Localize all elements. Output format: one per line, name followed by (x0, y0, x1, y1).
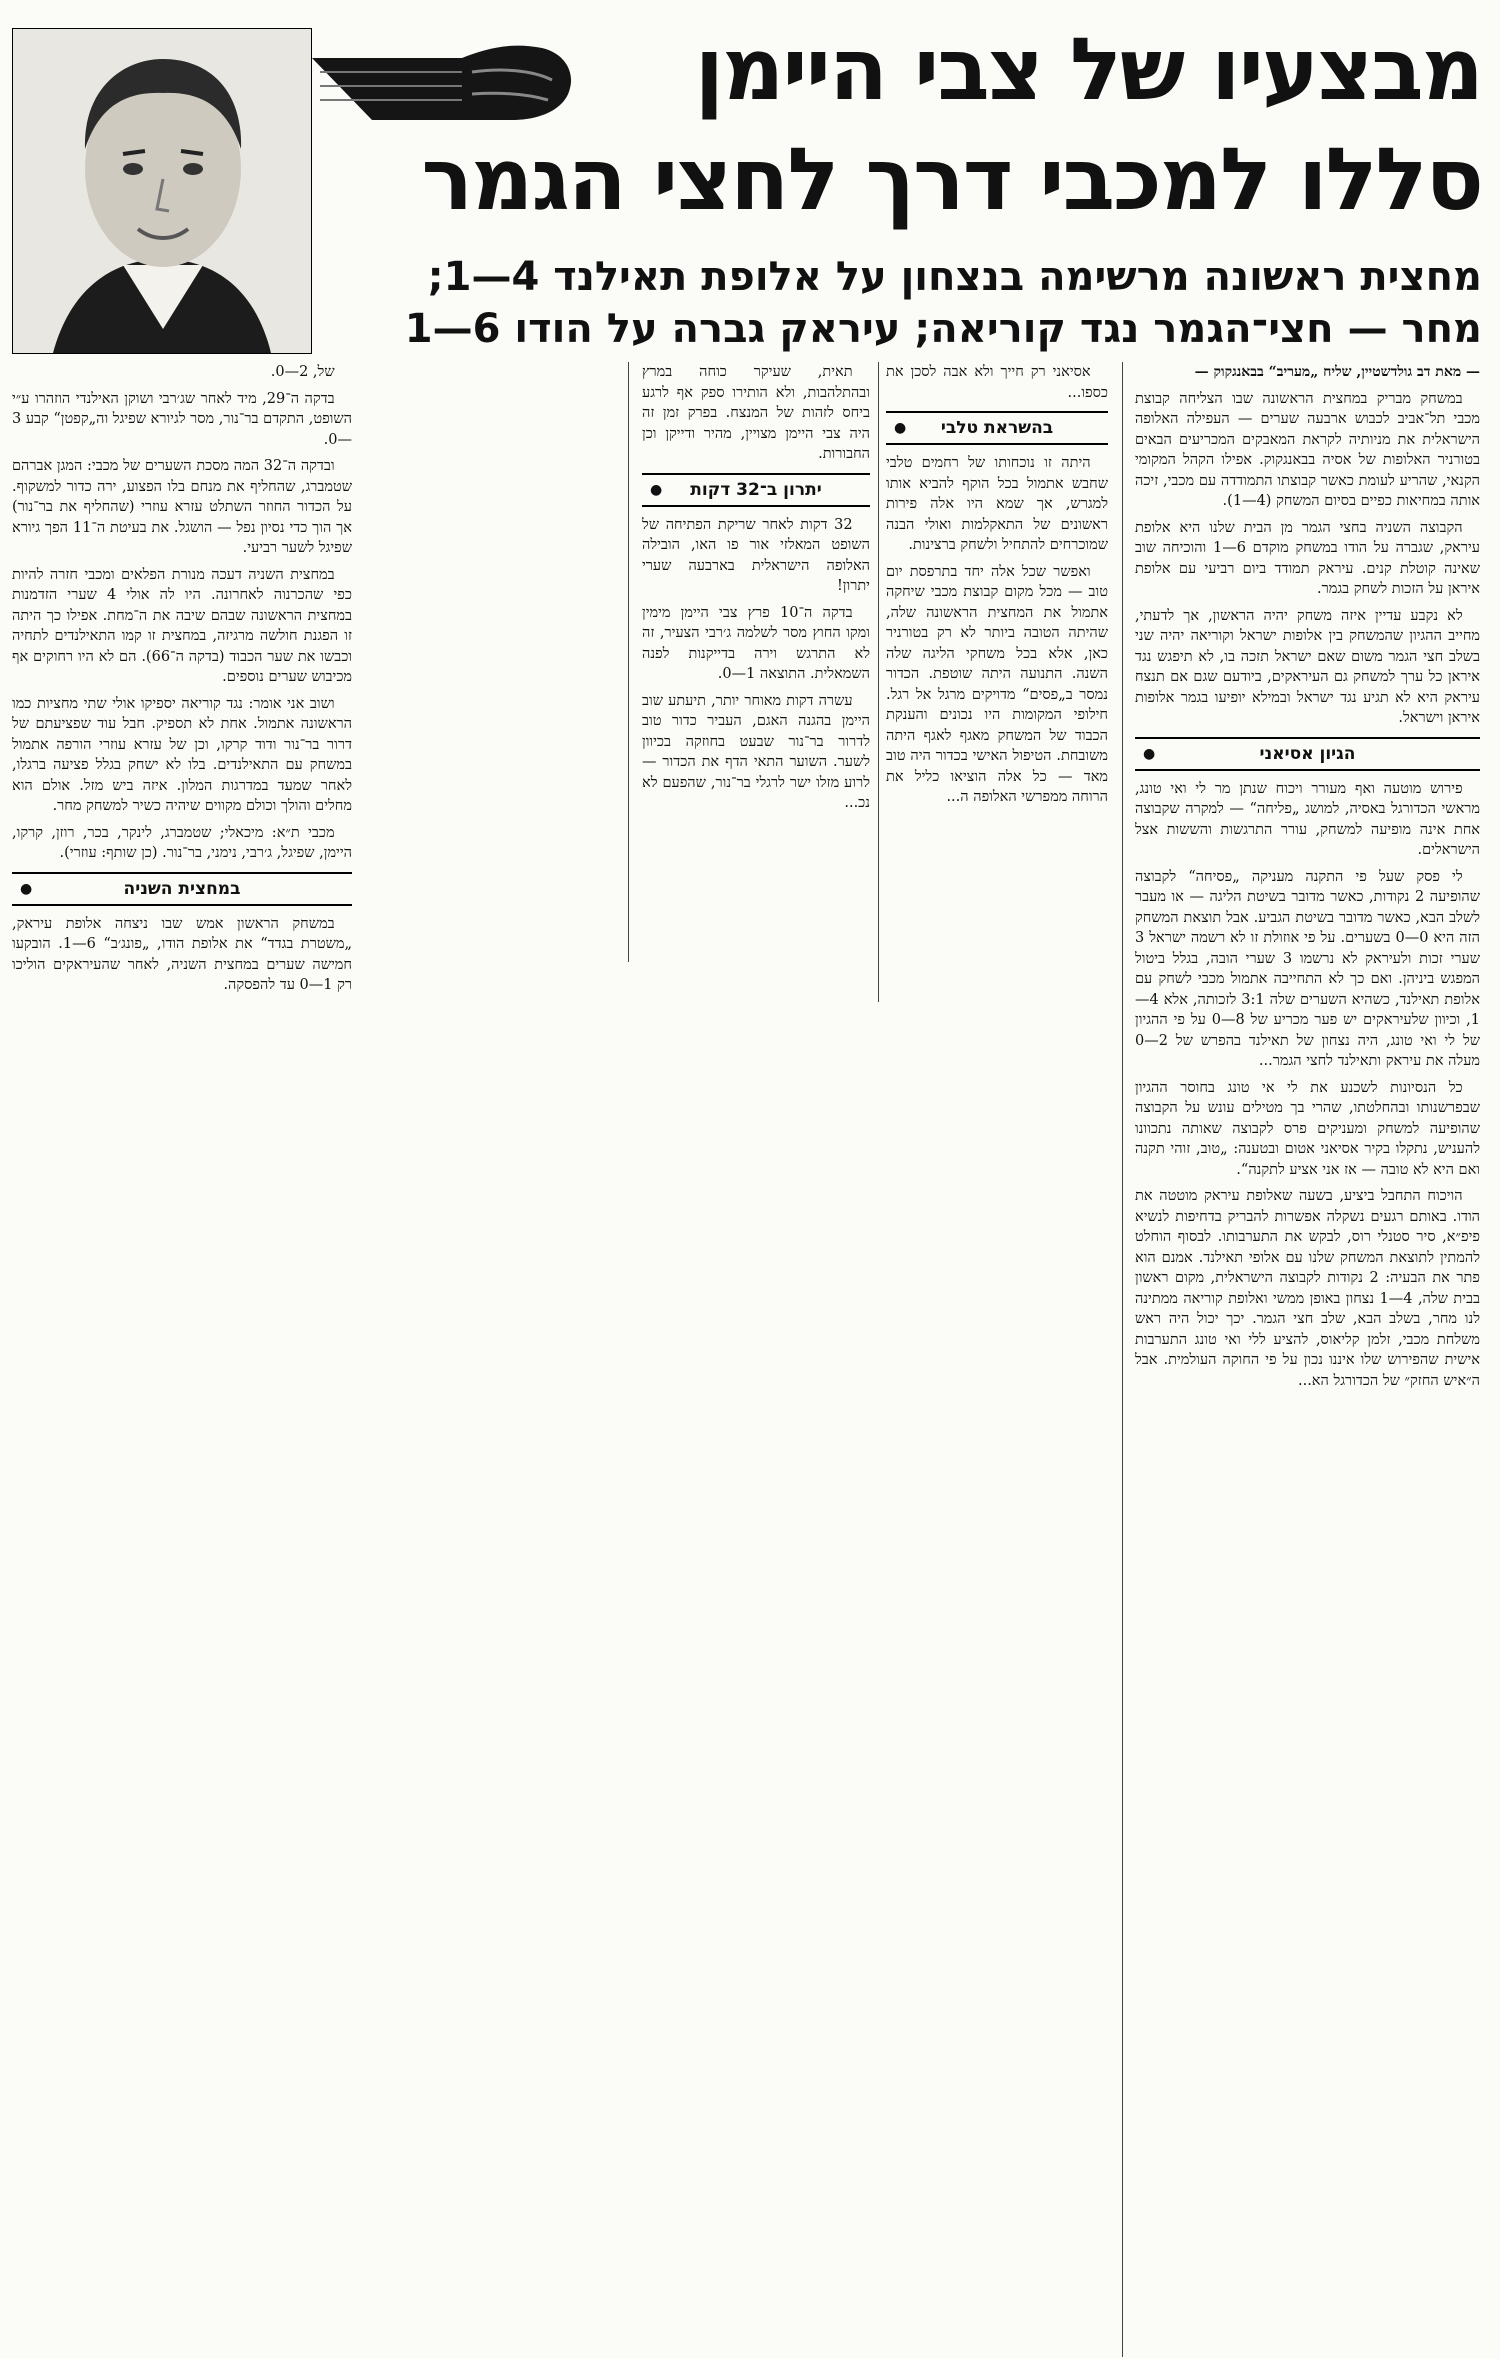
paragraph: ושוב אני אומר: נגד קוריאה יספיקו אולי שתי מחציות כמו הראשונה אתמול. אחת לא תספיק. חבל עוד שפציעתם של דרור בר־נור ודוד קרקו, וכן של עזרא עוזרי הורפה אתמול במשחק עם התאילנדים. בלו לא ישחק בגלל פציעה ברגלו, לאחר שמעד במדרגות המלון. איזה ביש מזל. אולם הוא מחלים והולך וכולם מקווים שיהיה כשיר למשחק מחר. (12, 695, 352, 814)
paragraph: לי פסק שעל פי התקנה מעניקה „פסיחה“ לקבוצה שהופיעה 2 נקודות, כאשר מדובר בשיטת הליגה — או מעבר לשלב הבא, כאשר מדובר בשיטת הגביע. אבל תוצאת המשחק הזה היא 0—0 בשערים. על פי אוזולת זו לא רשמה ישראל 3 שערי זכות ולעיראק לא נרשמו 3 שערי הובה, בגלל ביטול המפגש ביניהן. ואם כך לא התחייבה אתמול מכבי לשחק עם אלופת תאילנד, כשהיא השערים שלה 3:1 לזכותה, אלא 4—1, וכיוון שלעיראקים יש פער מכריע של 8—0 על פי ההגיון של לי ואי טונג, היה נצחון של תאילנד בהפרש של 2—0 מעלה את עיראק ותאילנד לחצי הגמר... (1135, 868, 1480, 1069)
bullet-icon: ● (1143, 745, 1156, 762)
subheadline-line-2: מחר — חצי־הגמר נגד קוריאה; עיראק גברה על הודו 6—1 (404, 306, 1482, 352)
paragraph: לא נקבע עדיין איזה משחק יהיה הראשון, אך לדעתי, מחייב ההגיון שהמשחק בין אלופות ישראל וקוריאה יהיה שני בשלב חצי הגמר משום שאם ישראל תזכה בו, לא תיפגש נגד איראן כל ערך למשחק גם העיראקים, ביודעם שגם אם תנצח עיראק היא לא תגיע נגד ישראל ובמילא יופיעו בגמר אלופות איראן וישראל. (1135, 607, 1480, 726)
section-head (642, 473, 870, 507)
headline-line-2: סללו למכבי דרך לחצי הגמר (421, 130, 1482, 230)
article-column-1 (1135, 362, 1480, 2352)
bullet-icon: ● (894, 420, 907, 436)
paragraph: בדקה ה־29, מיד לאחר שג׳רבי ושוקן האילנדי הוזהרו ע״י השופט, התקדם בר־נור, מסר לגיורא שפיגל וה„קפטן“ קבע 3—0. (12, 390, 352, 448)
column-rule (878, 362, 879, 1002)
paragraph: תאית, שעיקר כוחה במרץ ובהתלהבות, ולא הותירו ספק אף לרגע ביחס לזהות של המנצח. בפרק זמן זה היה צבי היימן מצויין, מהיר ודייקן וכן החבורות. (642, 364, 870, 462)
paragraph: עשרה דקות מאוחר יותר, תיעתע שוב היימן בהגנה האגם, העביר כדור טוב לדרור בר־נור שבעט בחוזקה בכיוון לשער. השוער התאי הדף את הכדור — לרוע מזלו ישר לרגלי בר־נור, שהפעם לא נכ... (642, 692, 870, 811)
paragraph: כל הנסיונות לשכנע את לי אי טונג בחוסר ההגיון שבפרשנותו ובהחלטתו, שהרי בך מטילים עונש על הקבוצה שהופיעה למשחק ומעניקים פרס לקבוצה שאותה נתכוונו להעניש, נתקלו בקיר אסיאני אטום ובטענה: „טוב, זוהי תקנה ואם היא לא טובה — אז אני אציע לתקנה“. (1135, 1079, 1480, 1178)
paragraph: 32 דקות לאחר שריקת הפתיחה של השופט המאלזי אור פו האו, הובילה האלופה הישראלית בארבעה שערי יתרון! (642, 516, 870, 594)
subheadline-line-1: מחצית ראשונה מרשימה בנצחון על אלופת תאילנד 4—1; (427, 254, 1482, 300)
column-rule (1122, 362, 1123, 2357)
portrait-photo (12, 28, 312, 354)
section-head-label: יתרון ב־32 דקות (690, 479, 822, 500)
headline-line-1: מבצעיו של צבי היימן (694, 20, 1482, 120)
column-rule (628, 362, 629, 962)
paragraph: הקבוצה השניה בחצי הגמר מן הבית שלנו היא אלופת עיראק, שגברה על הודו במשחק מוקדם 6—1 והוכיחה שוב שאינה קוטלת קנים. עיראק תמודד ביום רביעי עם אלופת איראן על הזכות לשחק בגמר. (1135, 519, 1480, 597)
section-head-label: בהשראת טלבי (940, 418, 1054, 438)
lineup: מכבי ת״א: מיכאלי; שטמברג, לינקר, בכר, רוזן, קרקו, היימן, שפיגל, ג׳רבי, נימני, בר־נור. (כן שותף: עוזרי). (12, 824, 352, 861)
paragraph: ואפשר שכל אלה יחד בתרפסת יום טוב — מכל מקום קבוצת מכבי שיחקה אתמול את המחצית הראשונה שלה, שהיתה הטובה ביותר לא רק בטורניר כאן, אלא בכל משחקי הליגה שלה השנה. התנועה היתה שוטפת. הכדור נמסר ב„פסים“ מדויקים מרגל אל רגל. חילופי המקומות היו נכונים והענקת הכבוד של המשחק מאגף לאגף היתה משובחת. הטיפול האישי בכדור היה טוב מאד — כל אלה הוציאו כליל את הרוחה ממפרשי האלופה ה... (886, 563, 1108, 805)
byline: — מאת דב גולדשטיין, שליח „מעריב“ בבאנגקוק — (1194, 364, 1480, 380)
paragraph: במשחק הראשון אמש שבו ניצחה אלופת עיראק, „משטרת בגדד“ את אלופת הודו, „פונג׳ב“ 6—1. הובקעו חמישה שערים במחצית השניה, לאחר שהעיראקים הוליכו רק 1—0 עד להפסקה. (12, 915, 352, 993)
section-head-label: במחצית השניה (123, 878, 241, 899)
pointing-hand-icon (312, 28, 580, 138)
section-head-label: הגיון אסיאני (1259, 743, 1356, 764)
paragraph: ובדקה ה־32 המה מסכת השערים של מכבי: המגן אברהם שטמברג, שהחליף את מנחם בלו הפצוע, ירה כדור למשקוף. על הכדור החוזר השתלט עזרא עוזרי (שהחליף את בר־נור) אך הוך כדי נסיון נפל — הושגל. את בעיטת ה־11 הפך גיורא שפיגל לשער רביעי. (12, 458, 352, 556)
section-head (1135, 737, 1480, 771)
paragraph: במשחק מבריק במחצית הראשונה שבו הצליחה קבוצת מכבי תל־אביב לכבוש ארבעה שערים — העפילה האלופה הישראלית את מניותיה לקראת המאבקים המכריעים הבאים בטורניר האלופות של אסיה בבאנגקוק. אפילו הקהל המקומי הקנאי, שהריע לעומת כאשר קבוצתו התמודדה עם מכבי, זיכה אותה במחיאות כפיים בסיום המשחק (4—1). (1135, 390, 1480, 509)
bullet-icon: ● (20, 880, 33, 897)
paragraph: פירוש מוטעה ואף מעורר ויכוח שנתן מר לי ואי טונג, מראשי הכדורגל באסיה, למושג „פליחה“ — למקרה שקבוצה אחת אינה מופיעה למשחק, עורר התרגשות והששות אצל הישראלים. (1135, 780, 1480, 858)
paragraph: בדקה ה־10 פרץ צבי היימן מימין ומקו החוץ מסר לשלמה ג׳רבי הצעיר, זה לא התרגש וירה בדייקנות לפנה השמאלית. התוצאה 1—0. (642, 604, 870, 682)
paragraph: היתה זו נוכחותו של רחמים טלבי שחבש אתמול בכל הוקף להביא אותו למגרש, אך שמא היו אלה פירות ראשונים של התאקלמות ואולי הבנה שמוכרחים להתחיל ולשחק ברצינות. (886, 455, 1108, 553)
paragraph: של, 2—0. (270, 364, 335, 380)
section-head (12, 872, 352, 906)
paragraph: הויכוח התחבל ביציע, בשעה שאלופת עיראק מוטטה את הודו. באותם רגעים נשקלה אפשרות להבריק בדחיפות לנשיא פיפ״א, סיר סטנלי רוס, לבקש את התערבותו. לבסוף הוחלט להמתין לתוצאת המשחק שלנו עם אלופי תאילנד. אמנם הוא פתר את הבעיה: 2 נקודות לקבוצה הישראלית, מקום ראשון בבית שלה, 4—1 נצחון באופן ממשי ואלופת קוריאה ממתינה לנו מחר, בשלב הבא, שלב חצי הגמר. יכך יכול היה ראש משלחת מכבי, זלמן קליאוס, להציע ללי ואי טונג התערבות אישית שהפירוש שלו איננו נכון על פי החוקה העולמית. אבל ה״איש החזק״ של הכדורגל הא... (1135, 1188, 1480, 1389)
article-column-4 (12, 362, 352, 1562)
bullet-icon: ● (650, 481, 663, 498)
section-head (886, 411, 1108, 445)
article-column-3 (642, 362, 870, 952)
article-column-2 (886, 362, 1108, 1002)
paragraph: אסיאני רק חייך ולא אבה לסכן את כספו... (886, 364, 1108, 401)
paragraph: במחצית השניה דעכה מנורת הפלאים ומכבי חזרה להיות כפי שהכרנוה לאחרונה. היו לה אולי 4 שערי הזדמנות במחצית הראשונה שבהם שיבה את ה־מחת. אפילו כך היתה זו הפגנת חולשה מרגיזה, במחצית זו קמו התאילנדים לתחיה וכבשו את שער הכבוד (בדקה ה־66). הם לא היו רחוקים אף מכיבוש שערים נוספים. (12, 566, 352, 685)
